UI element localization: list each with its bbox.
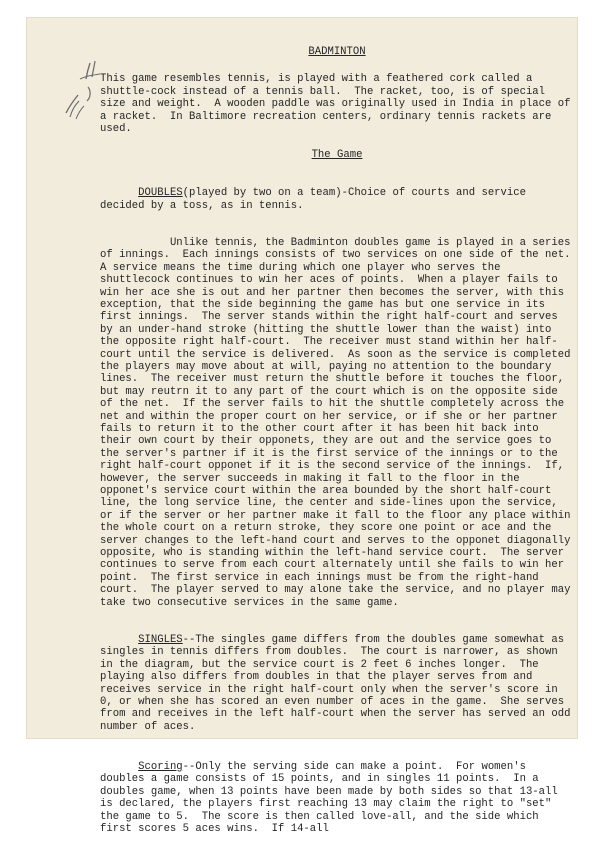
paragraph-scoring [100, 749, 574, 848]
paragraph-lead: Scoring [138, 760, 183, 773]
paragraph-text: Unlike tennis, the Badminton doubles game is played in a series of innings. Each innings consists of two services on one side of the net. A service means the time during which one player who serves the shuttlecock continues to win her aces of points. When a player fails to win her ace she is out and her partner then becomes the server, with this exception, that the side beginning the game has but one service in its first innings. The server stands within the right half-court and serves by an under-hand stroke (hitting the shuttle lower than the waist) into the opposite right half-court. The receiver must stand within her half-court until the service is delivered. As soon as the service is completed the players may move about at will, paying no attention to the boundary lines. The receiver must return the shuttle before it touches the floor, but may reutrn it to any part of the court which is on the opposite side of the net. If the server fails to hit the shuttle completely across the net and within the proper court on her service, or if she or her partner fails to return it to the other court after it has been hit back into their own court by their opponets, they are out and the service goes to the server's partner if it is the first service of the innings or to the right half-court opponet if it is the second service of the innings. If, however, the server succeeds in making it fall to the floor in the opponet's service court within the area bounded by the short half-court line, the long service line, the center and side-lines upon the service, or if the server or her partner make it fall to the floor any place within the whole court on a return stroke, they score one point or ace and the server changes to the left-hand court and serves to the opponet diagonally opposite, who is standing within the left-hand service court. The server continues to serve from each court alternately until she fails to win her point. The first service in each innings must be from the right-hand court. The player served to may alone take the service, and no player may take two consecutive services in the same game. [100, 236, 584, 609]
paragraph-text: --The singles game differs from the doubles game somewhat as singles in tennis differs from doubles. The court is narrower, as shown in the diagram, but the service court is 2 feet 6 inches longer. The playing also differs from doubles in that the player serves from and receives service in the right half-court only when the server's score in 0, or when she has scored an even number of aces in the game. She serves from and receives in the left half-court when the server has served an odd number of aces. [100, 633, 577, 733]
section-heading: The Game [311, 149, 363, 162]
paragraph-singles [100, 621, 577, 745]
paragraph-text: --Only the serving side can make a point. For women's doubles a game consists of 15 points, and in singles 11 points. In a doubles game, when 13 points have been made by both sides so that 13-all is declared, the players first reaching 13 may claim the right to "set" the game to 5. The score is then called love-all, and the side which first scores 5 aces wins. If 14-all [100, 760, 565, 835]
paragraph-text: (played by two on a team)-Choice of courts and service decided by a toss, as in tennis. [100, 187, 533, 212]
intro-paragraph: This game resembles tennis, is played with a feathered cork called a shuttle-cock instead of a tennis ball. The racket, too, is of special size and weight. A wooden paddle was originally used in India in place of a racket. In Baltimore recreation centers, ordinary tennis rackets are used. [100, 73, 577, 136]
paragraph-doubles-heading [100, 175, 574, 225]
paragraph-lead: SINGLES [138, 633, 183, 646]
document-title: BADMINTON [308, 46, 366, 58]
paragraph-doubles-rules [100, 224, 584, 621]
document-text [100, 46, 584, 848]
paragraph-lead: DOUBLES [138, 187, 183, 200]
paper-sheet [26, 17, 584, 835]
